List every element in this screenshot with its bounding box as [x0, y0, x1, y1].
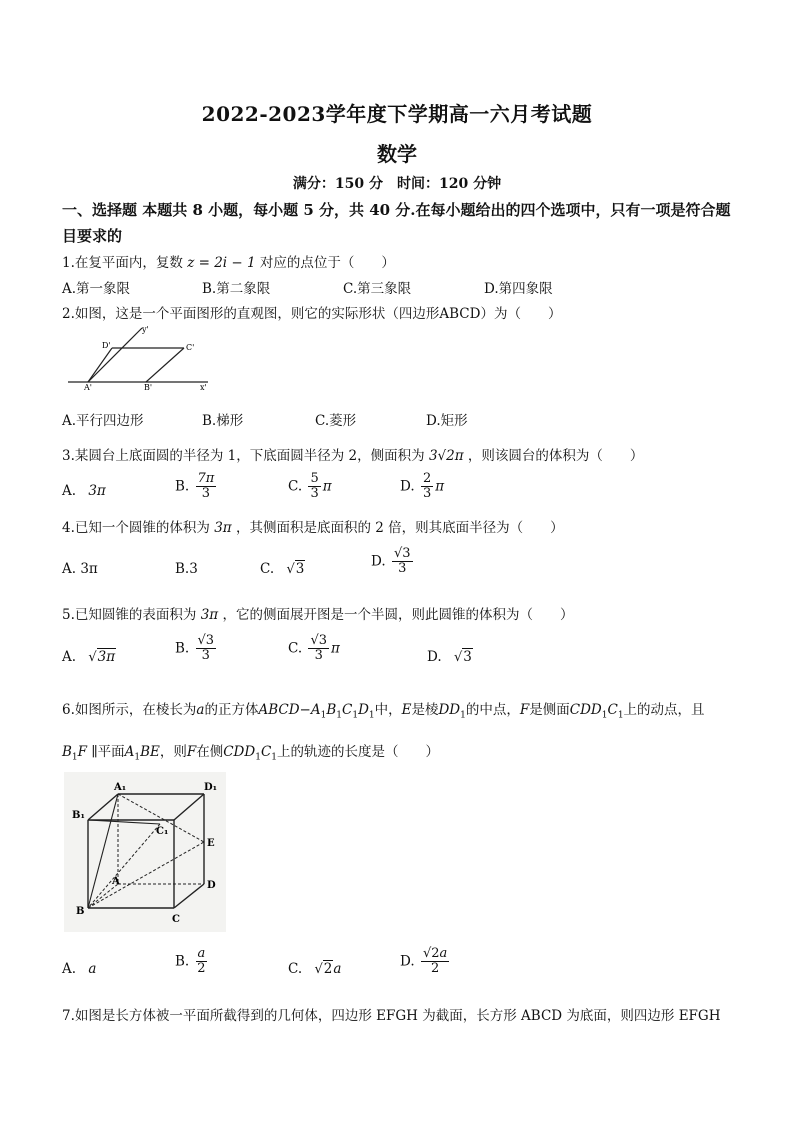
q3-text-a: 3.某圆台上底面圆的半径为 1，下底面圆半径为 2，侧面积为	[62, 448, 425, 464]
q6-option-d-fraction: $\frac{√2a}{2}$	[422, 946, 448, 977]
svg-text:C: C	[172, 914, 180, 925]
q1-math: z = 2i − 1	[187, 255, 256, 271]
exam-meta: 满分：150 分 时间：120 分钟	[292, 176, 502, 192]
q3-option-c-label: C.	[288, 478, 303, 495]
q5-text-b: ，它的侧面展开图是一个半圆，则此圆锥的体积为（ ）	[222, 607, 574, 623]
q4-option-d-fraction: $\frac{√3}{3}$	[393, 546, 411, 577]
q2-option-d: D.矩形	[426, 413, 468, 429]
q1-text-a: 1.在复平面内，复数	[62, 255, 183, 271]
svg-text:C₁: C₁	[156, 826, 169, 837]
q3-option-b-fraction: $\frac{7\pi}{3}$	[197, 471, 215, 502]
q2-figure	[62, 322, 212, 394]
q3-option-b	[175, 472, 218, 502]
q3-option-b-label: B.	[175, 478, 190, 495]
q4-option-d: D. $\frac{√3}{3}$	[371, 546, 411, 577]
q5-option-a-radical: √3π	[88, 649, 116, 665]
q1-option-d: D.第四象限	[484, 281, 553, 297]
q4-option-b: B.3	[175, 561, 198, 577]
svg-text:E: E	[207, 838, 215, 849]
q5-area: 3π	[200, 607, 219, 623]
svg-text:A₁: A₁	[114, 782, 127, 793]
question-3	[62, 444, 643, 464]
q2-option-c: C.菱形	[315, 413, 357, 429]
q5-option-b-fraction: $\frac{√3}{3}$	[197, 633, 215, 664]
question-2: 2.如图，这是一个平面图形的直观图，则它的实际形状（四边形ABCD）为（ ）	[62, 306, 562, 322]
question-6-line-2: $B_1F$ ∥平面$A_1BE$，则F在侧$CDD_1C_1$上的轨迹的长度是（ ）	[62, 744, 440, 763]
q3-option-a	[62, 483, 106, 499]
q4-text-b: ，其侧面积是底面积的 2 倍，则其底面半径为（ ）	[235, 520, 564, 536]
question-1	[62, 251, 395, 271]
exam-subject: 数学	[377, 142, 417, 166]
question-6-line-1: 6.如图所示，在棱长为a的正方体$ABCD-A_1B_1C_1D_1$中，E是棱$DD_1$的中点，F是侧面$CDD_1C_1$上的动点，且	[62, 702, 705, 721]
q5-option-c: C. $\frac{√3}{3}$ π	[288, 633, 340, 664]
fig-label-x: x'	[200, 383, 207, 392]
exam-title: 2022-2023学年度下学期高一六月考试题	[201, 102, 593, 126]
svg-text:B₁: B₁	[72, 810, 85, 821]
question-5	[62, 603, 573, 623]
fig-label-b: B'	[144, 383, 153, 392]
q6-option-a: A. a	[62, 961, 97, 977]
question-7: 7.如图是长方体被一平面所截得到的几何体，四边形 EFGH 为截面，长方形 ABCD 为底面，则四边形 EFGH	[62, 1008, 721, 1024]
svg-text:D₁: D₁	[204, 782, 218, 793]
q5-option-d-radical: √3	[453, 649, 472, 665]
q5-option-b: B. $\frac{√3}{3}$	[175, 633, 215, 664]
q3-text-b: ，则该圆台的体积为（ ）	[467, 448, 644, 464]
fig-label-a: A'	[84, 383, 92, 392]
q2-option-a: A.平行四边形	[62, 413, 144, 429]
svg-text:A: A	[112, 876, 120, 887]
q4-option-c-radical: √3	[286, 561, 305, 577]
q5-option-a: A. √3π	[62, 649, 116, 665]
q3-option-d: D. $\frac{2}{3}$ π	[400, 471, 445, 502]
q5-option-d: D. √3	[427, 649, 472, 665]
q4-option-a: A. 3π	[62, 561, 98, 577]
q5-text-a: 5.已知圆锥的表面积为	[62, 607, 197, 623]
q3-option-d-label: D.	[400, 478, 415, 495]
q6-option-d: D. $\frac{√2a}{2}$	[400, 946, 448, 977]
q3-option-d-fraction: $\frac{2}{3}$	[422, 471, 432, 502]
fig-label-y: y'	[142, 325, 149, 334]
q1-option-a: A.第一象限	[62, 281, 131, 297]
q1-option-b: B.第二象限	[202, 281, 271, 297]
q3-option-c: C. $\frac{5}{3}$ π	[288, 471, 332, 502]
q6-cube-figure	[64, 772, 226, 932]
q3-option-a-label: A.	[62, 483, 77, 499]
fig-label-c: C'	[186, 343, 195, 352]
q1-text-b: 对应的点位于（ ）	[259, 255, 395, 271]
q6-option-b: B. $\frac{a}{2}$	[175, 946, 206, 977]
q3-option-c-fraction: $\frac{5}{3}$	[310, 471, 319, 502]
q2-option-b: B.梯形	[202, 413, 244, 429]
q6-option-c: C. √2a	[288, 961, 342, 977]
fig-label-d: D'	[102, 341, 111, 350]
q3-lateral: 3√2π	[428, 448, 464, 464]
q6-option-b-fraction: $\frac{a}{2}$	[197, 946, 206, 977]
q5-option-c-fraction: $\frac{√3}{3}$	[310, 633, 327, 664]
q4-text-a: 4.已知一个圆锥的体积为	[62, 520, 210, 536]
q4-volume: 3π	[214, 520, 232, 536]
svg-text:D: D	[207, 880, 216, 891]
q4-option-c: C. √3	[260, 561, 305, 577]
question-4	[62, 516, 564, 536]
section-heading: 一、选择题 本题共 8 小题，每小题 5 分，共 40 分.在每小题给出的四个选项中，只有一项是符合题目要求的	[62, 201, 731, 245]
svg-text:B: B	[76, 906, 85, 917]
q3-option-a-value: 3π	[88, 483, 106, 499]
q1-option-c: C.第三象限	[343, 281, 412, 297]
